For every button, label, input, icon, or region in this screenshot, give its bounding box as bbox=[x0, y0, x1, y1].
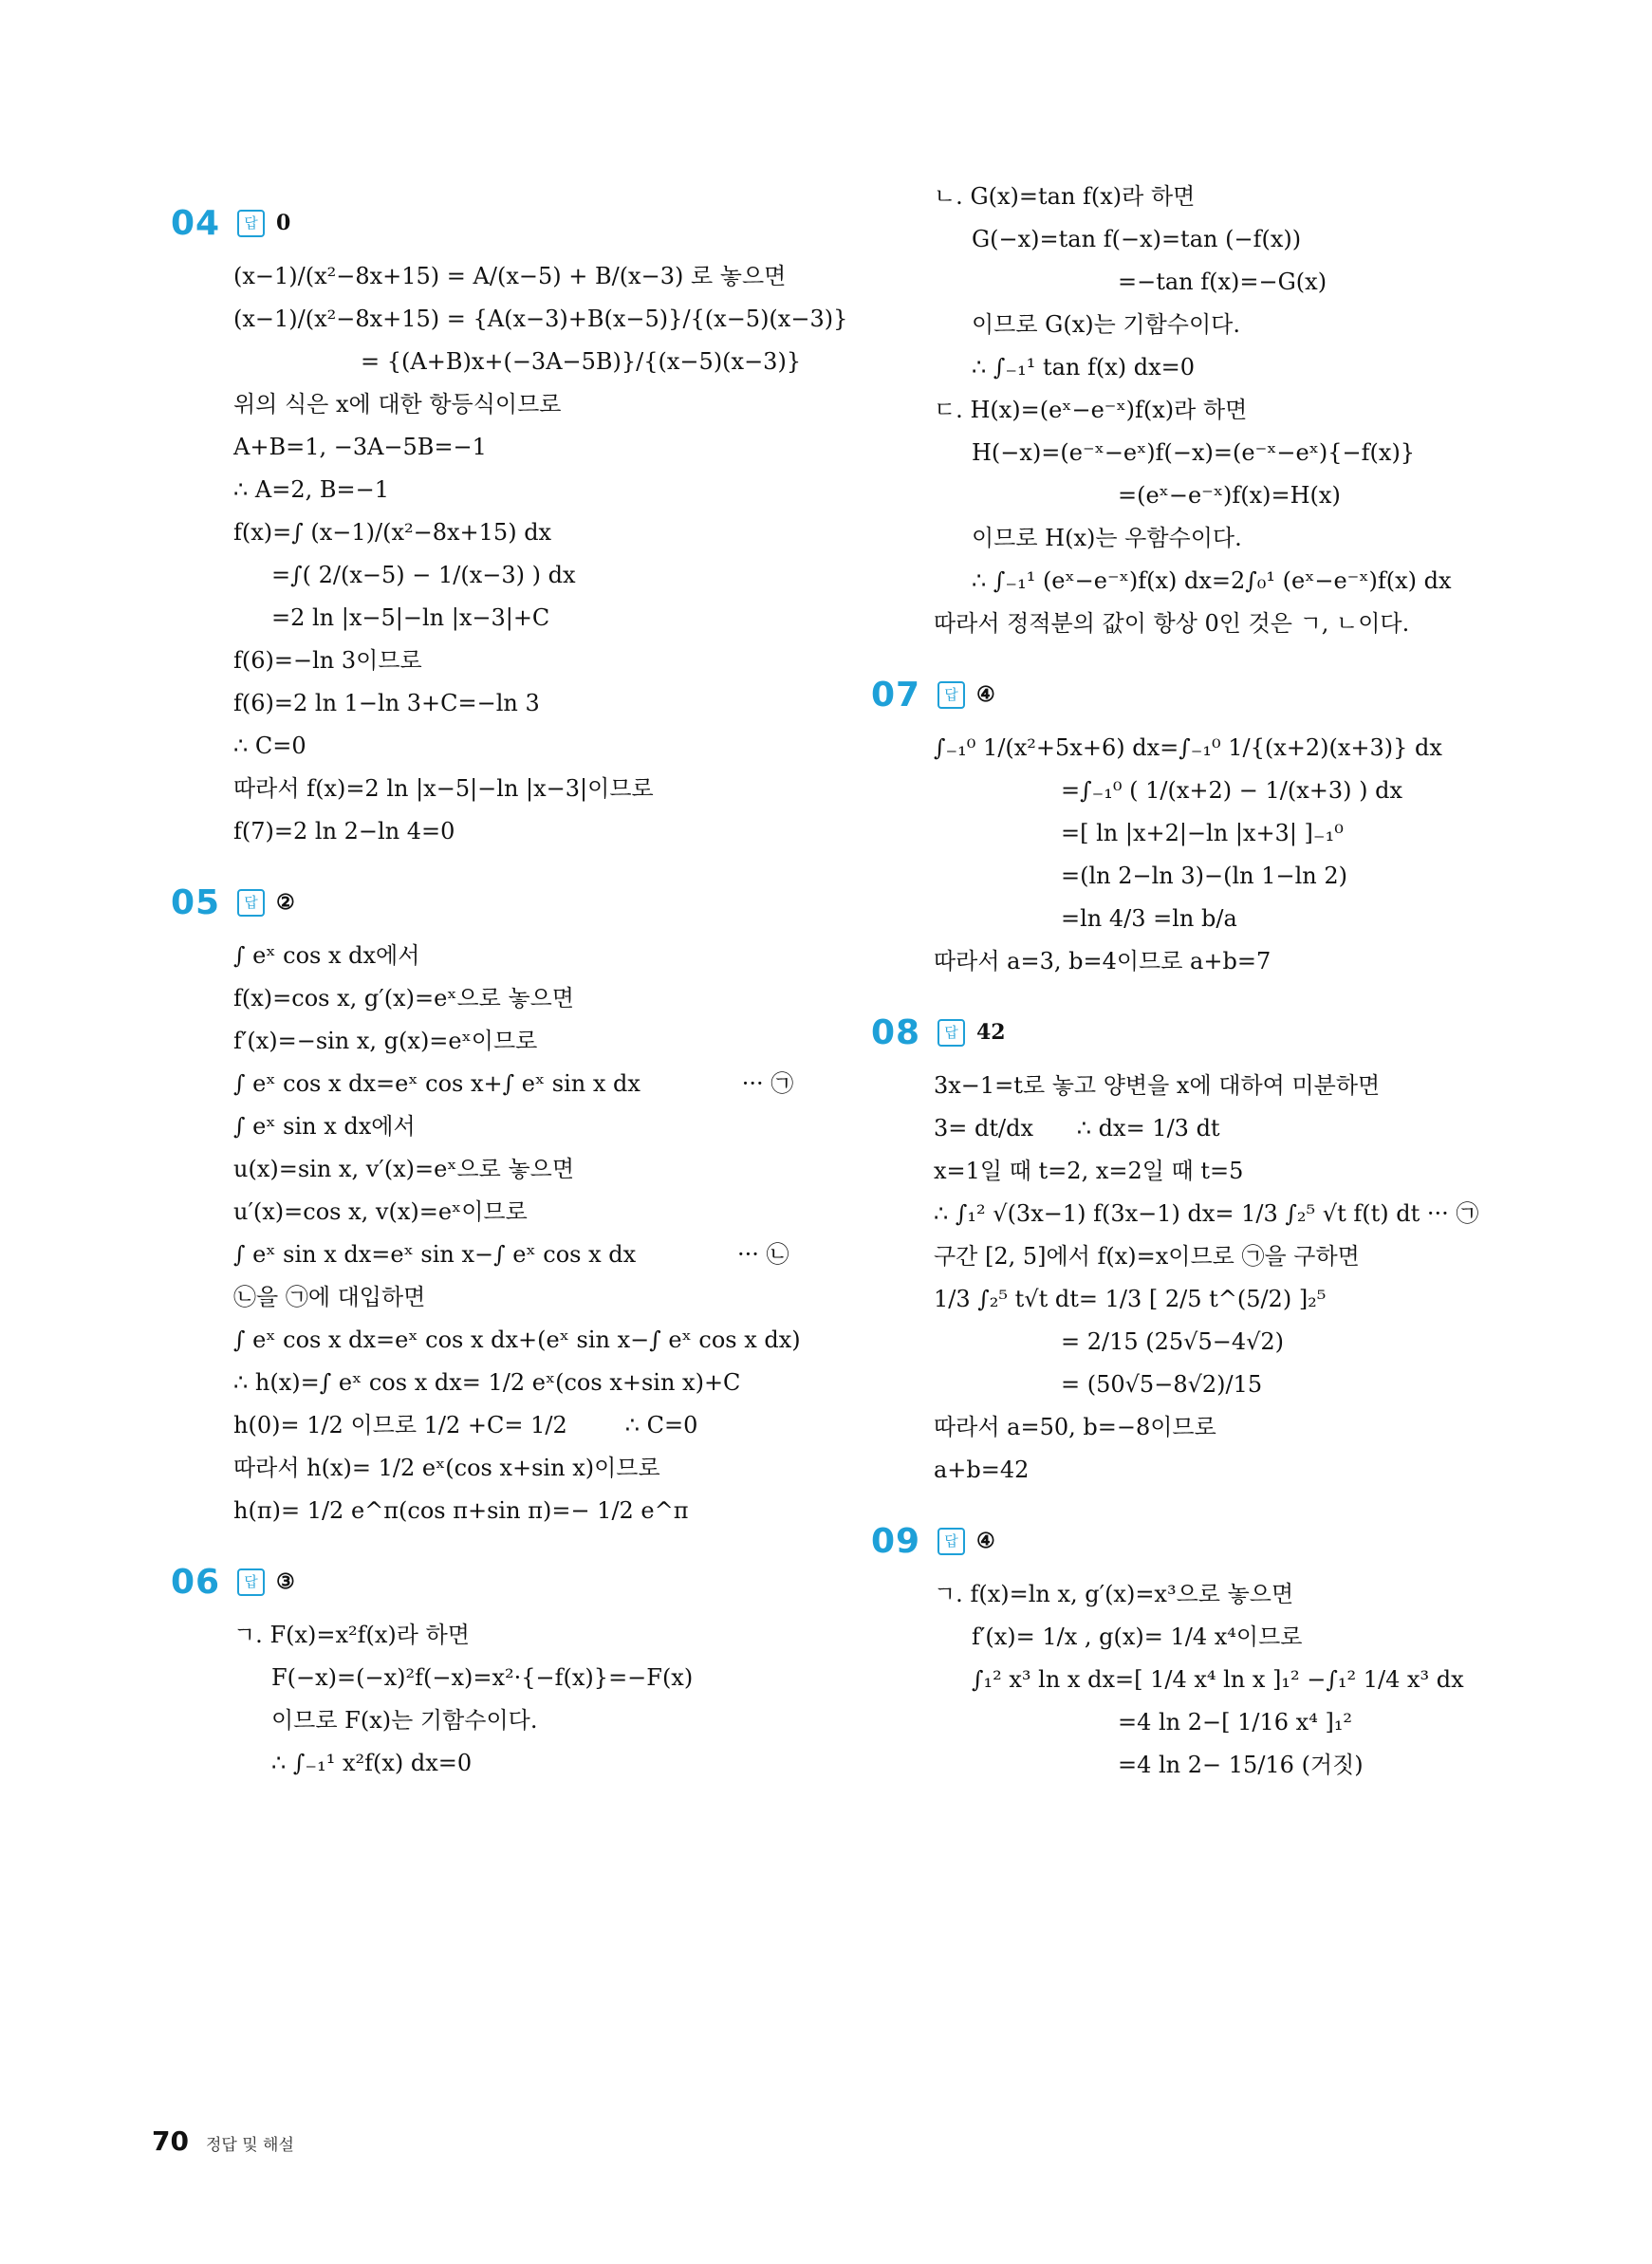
problem-05 bbox=[171, 874, 854, 1532]
problem-number: 06 bbox=[171, 1562, 221, 1602]
solution-line: ∴ ∫₋₁¹ x²f(x) dx=0 bbox=[271, 1750, 473, 1776]
solution-line: (x−1)/(x²−8x+15) = {A(x−3)+B(x−5)}/{(x−5)(x−3)} bbox=[233, 306, 848, 332]
problem-header bbox=[871, 1004, 1554, 1061]
page-footer bbox=[152, 2125, 294, 2157]
solution-line: =−tan f(x)=−G(x) bbox=[1118, 269, 1327, 295]
solution-line: 따라서 h(x)= 1/2 eˣ(cos x+sin x)이므로 bbox=[233, 1455, 660, 1481]
solution-line: 1/3 ∫₂⁵ t√t dt= 1/3 [ 2/5 t^(5/2) ]₂⁵ bbox=[934, 1286, 1327, 1312]
solution-line: H(−x)=(e⁻ˣ−eˣ)f(−x)=(e⁻ˣ−eˣ){−f(x)} bbox=[972, 439, 1416, 466]
solution-line: f′(x)=−sin x, g(x)=eˣ이므로 bbox=[233, 1028, 538, 1054]
solution-line: ∴ ∫₁² √(3x−1) f(3x−1) dx= 1/3 ∫₂⁵ √t f(t) dt ··· ㉠ bbox=[934, 1200, 1479, 1227]
problem-number: 07 bbox=[871, 675, 921, 714]
problem-header bbox=[171, 1553, 854, 1610]
footer-text: 정답 및 해설 bbox=[205, 2136, 294, 2155]
solution-line: 따라서 a=50, b=−8이므로 bbox=[934, 1414, 1216, 1440]
solution-line: (x−1)/(x²−8x+15) = A/(x−5) + B/(x−3) 로 놓으면 bbox=[233, 263, 787, 289]
solution-line: 위의 식은 x에 대한 항등식이므로 bbox=[233, 391, 562, 418]
solution-line: h(π)= 1/2 e^π(cos π+sin π)=− 1/2 e^π bbox=[233, 1497, 689, 1524]
answer-value: 0 bbox=[276, 211, 291, 235]
solution-line: a+b=42 bbox=[934, 1457, 1030, 1483]
solution-line: f(x)=∫ (x−1)/(x²−8x+15) dx bbox=[233, 519, 552, 546]
solution-line: =4 ln 2− 15/16 (거짓) bbox=[1118, 1752, 1364, 1778]
solution-line: f′(x)= 1/x , g(x)= 1/4 x⁴이므로 bbox=[972, 1624, 1303, 1650]
solution-line: ㄴ. G(x)=tan f(x)라 하면 bbox=[934, 183, 1196, 210]
answer-value: ③ bbox=[276, 1569, 295, 1594]
solution-line: x=1일 때 t=2, x=2일 때 t=5 bbox=[934, 1158, 1244, 1184]
solution-line: ㄱ. f(x)=ln x, g′(x)=x³으로 놓으면 bbox=[934, 1581, 1294, 1607]
solution-line: ∫ eˣ sin x dx=eˣ sin x−∫ eˣ cos x dx ··· ㉡ bbox=[233, 1241, 789, 1268]
solution-line: =ln 4/3 =ln b/a bbox=[1061, 905, 1237, 932]
solution-line: =(eˣ−e⁻ˣ)f(x)=H(x) bbox=[1118, 482, 1341, 509]
problem-06-continued bbox=[871, 176, 1554, 645]
solution-line: = {(A+B)x+(−3A−5B)}/{(x−5)(x−3)} bbox=[361, 348, 802, 375]
solution-line: f(x)=cos x, g′(x)=eˣ으로 놓으면 bbox=[233, 985, 574, 1011]
solution-line: = 2/15 (25√5−4√2) bbox=[1061, 1328, 1285, 1355]
solution-line: ∴ C=0 bbox=[233, 733, 306, 759]
problem-header bbox=[871, 1512, 1554, 1569]
solution-line: 이므로 G(x)는 기함수이다. bbox=[972, 311, 1240, 338]
solution-line: =[ ln |x+2|−ln |x+3| ]₋₁⁰ bbox=[1061, 820, 1344, 846]
problem-number: 09 bbox=[871, 1521, 921, 1561]
answer-badge: 답 bbox=[237, 210, 265, 237]
solution-line: ∴ ∫₋₁¹ (eˣ−e⁻ˣ)f(x) dx=2∫₀¹ (eˣ−e⁻ˣ)f(x) dx bbox=[972, 567, 1452, 594]
answer-value: ② bbox=[276, 890, 295, 915]
left-column bbox=[171, 195, 854, 1806]
solution-line: ∴ ∫₋₁¹ tan f(x) dx=0 bbox=[972, 354, 1196, 380]
solution-line: =∫₋₁⁰ ( 1/(x+2) − 1/(x+3) ) dx bbox=[1061, 777, 1403, 804]
problem-header bbox=[171, 195, 854, 251]
answer-badge: 답 bbox=[237, 1568, 265, 1596]
answer-badge: 답 bbox=[237, 889, 265, 917]
solution-line: 따라서 a=3, b=4이므로 a+b=7 bbox=[934, 948, 1271, 974]
solution-line: 따라서 정적분의 값이 항상 0인 것은 ㄱ, ㄴ이다. bbox=[934, 610, 1410, 637]
answer-badge: 답 bbox=[937, 681, 965, 709]
problem-07 bbox=[871, 666, 1554, 983]
solution-line: =2 ln |x−5|−ln |x−3|+C bbox=[271, 604, 550, 631]
solution-line: ∴ h(x)=∫ eˣ cos x dx= 1/2 eˣ(cos x+sin x)+C bbox=[233, 1369, 741, 1396]
solution-line: ㉡을 ㉠에 대입하면 bbox=[233, 1284, 426, 1310]
solution-line: ∫₁² x³ ln x dx=[ 1/4 x⁴ ln x ]₁² −∫₁² 1/4 x³ dx bbox=[972, 1666, 1464, 1693]
solution-line: ∫₋₁⁰ 1/(x²+5x+6) dx=∫₋₁⁰ 1/{(x+2)(x+3)} dx bbox=[934, 734, 1442, 761]
solution-line: 이므로 F(x)는 기함수이다. bbox=[271, 1707, 538, 1734]
solution-line: ∫ eˣ cos x dx에서 bbox=[233, 942, 420, 969]
solution-line: 따라서 f(x)=2 ln |x−5|−ln |x−3|이므로 bbox=[233, 775, 654, 802]
right-column bbox=[871, 183, 1554, 1808]
problem-06 bbox=[171, 1553, 854, 1785]
answer-value: 42 bbox=[976, 1020, 1006, 1045]
solution-line: 구간 [2, 5]에서 f(x)=x이므로 ㉠을 구하면 bbox=[934, 1243, 1360, 1270]
answer-badge: 답 bbox=[937, 1019, 965, 1047]
solution-line: ∴ A=2, B=−1 bbox=[233, 476, 389, 503]
solution-line: f(7)=2 ln 2−ln 4=0 bbox=[233, 818, 455, 844]
solution-line: ∫ eˣ cos x dx=eˣ cos x dx+(eˣ sin x−∫ eˣ cos x dx) bbox=[233, 1327, 801, 1353]
problem-number: 08 bbox=[871, 1012, 921, 1052]
solution-line: h(0)= 1/2 이므로 1/2 +C= 1/2 ∴ C=0 bbox=[233, 1412, 698, 1438]
solution-line: f(6)=−ln 3이므로 bbox=[233, 647, 422, 674]
solution-line: 3x−1=t로 놓고 양변을 x에 대하여 미분하면 bbox=[934, 1072, 1381, 1099]
problem-04 bbox=[171, 195, 854, 853]
solution-line: f(6)=2 ln 1−ln 3+C=−ln 3 bbox=[233, 690, 540, 716]
problem-header bbox=[871, 666, 1554, 723]
solution-line: ∫ eˣ sin x dx에서 bbox=[233, 1113, 416, 1140]
solution-line: 3= dt/dx ∴ dx= 1/3 dt bbox=[934, 1115, 1220, 1141]
solution-line: u′(x)=cos x, v(x)=eˣ이므로 bbox=[233, 1198, 528, 1225]
solution-line: 이므로 H(x)는 우함수이다. bbox=[972, 525, 1242, 551]
solution-line: A+B=1, −3A−5B=−1 bbox=[233, 434, 487, 460]
solution-line: ㄱ. F(x)=x²f(x)라 하면 bbox=[233, 1622, 470, 1648]
solution-line: =4 ln 2−[ 1/16 x⁴ ]₁² bbox=[1118, 1709, 1353, 1735]
solution-line: G(−x)=tan f(−x)=tan (−f(x)) bbox=[972, 226, 1302, 252]
page-number: 70 bbox=[152, 2125, 189, 2157]
solution-line: F(−x)=(−x)²f(−x)=x²·{−f(x)}=−F(x) bbox=[271, 1664, 694, 1691]
solution-line: ㄷ. H(x)=(eˣ−e⁻ˣ)f(x)라 하면 bbox=[934, 397, 1248, 423]
solution-line: =∫( 2/(x−5) − 1/(x−3) ) dx bbox=[271, 562, 576, 588]
problem-header bbox=[171, 874, 854, 931]
answer-value: ④ bbox=[976, 1529, 995, 1553]
problem-number: 05 bbox=[171, 882, 221, 922]
solution-line: =(ln 2−ln 3)−(ln 1−ln 2) bbox=[1061, 863, 1348, 889]
problem-number: 04 bbox=[171, 203, 221, 243]
problem-09 bbox=[871, 1512, 1554, 1787]
solution-line: u(x)=sin x, v′(x)=eˣ으로 놓으면 bbox=[233, 1156, 575, 1182]
answer-value: ④ bbox=[976, 682, 995, 707]
solution-line: ∫ eˣ cos x dx=eˣ cos x+∫ eˣ sin x dx ··· ㉠ bbox=[233, 1070, 794, 1097]
solution-line: = (50√5−8√2)/15 bbox=[1061, 1371, 1263, 1398]
answer-badge: 답 bbox=[937, 1528, 965, 1555]
problem-08 bbox=[871, 1004, 1554, 1492]
